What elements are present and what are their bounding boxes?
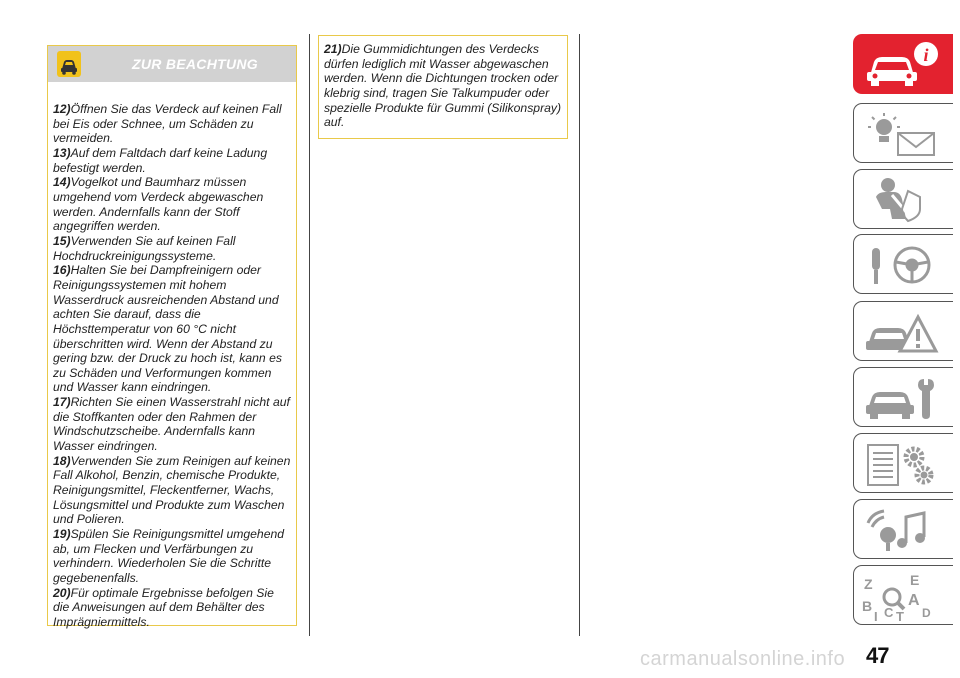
note-text: Halten Sie bei Dampfreinigern oder Reinigungssystemen mit hohem Wasserdruck ausreichenden Abstand und achten Sie darauf, dass die Höchsttemperatur von 60 °C nicht überschritten wird. Wenn der Abstand zu gering bzw. der Druck zu hoch ist, kann es zu Schäden und Verformungen kommen und Wasser kann eindringen. xyxy=(53,263,282,395)
note-text: Vogelkot und Baumharz müssen umgehend vom Verdeck abgewaschen werden. Andernfalls kann der Stoff angegriffen werden. xyxy=(53,175,264,234)
note-number: 17) xyxy=(53,395,71,410)
note-text: Für optimale Ergebnisse befolgen Sie die Anweisungen auf dem Behälter des Imprägniermittels. xyxy=(53,585,274,629)
column-divider xyxy=(309,34,310,636)
note-item xyxy=(53,586,293,630)
svg-text:i: i xyxy=(923,45,929,65)
note-text: Richten Sie einen Wasserstrahl nicht auf die Stoffkanten oder den Rahmen der Windschutzscheibe. Andernfalls kann Wasser eindringen. xyxy=(53,395,290,454)
car-info-icon xyxy=(862,40,942,90)
note-item xyxy=(324,42,564,130)
tab-multimedia[interactable] xyxy=(853,499,953,559)
notes-list xyxy=(53,102,293,630)
note-text: Verwenden Sie auf keinen Fall Hochdruckreinigungssysteme. xyxy=(53,233,236,263)
svg-text:I: I xyxy=(874,609,878,621)
note-text: Spülen Sie Reinigungsmittel umgehend ab, um Flecken und Verfärbungen zu verhindern. Wiederholen Sie die Schritte gegebenenfalls. xyxy=(53,527,285,585)
svg-text:D: D xyxy=(922,606,931,620)
note-text: Auf dem Faltdach darf keine Ladung befestigt werden. xyxy=(53,145,268,175)
note-text: Die Gummidichtungen des Verdecks dürfen lediglich mit Wasser abgewaschen werden. Wenn die Dichtungen trocken oder klebrig sind, tragen Sie Talkumpuder oder spezielle Produkte für Gummi (Silikonspray) auf. xyxy=(324,42,562,130)
note-number: 15) xyxy=(53,233,71,248)
svg-text:B: B xyxy=(862,598,873,614)
note-number: 16) xyxy=(53,263,71,278)
note-item xyxy=(53,175,293,234)
note-text: Öffnen Sie das Verdeck auf keinen Fall bei Eis oder Schnee, um Schäden zu vermeiden. xyxy=(53,102,282,146)
safety-seatbelt-icon xyxy=(862,175,942,225)
watermark: carmanualsonline.info xyxy=(640,648,846,670)
tab-emergency[interactable] xyxy=(853,301,953,361)
note-number: 21) xyxy=(324,42,342,56)
svg-text:E: E xyxy=(910,572,920,588)
warning-car-icon xyxy=(56,50,82,78)
dashboard-lights-icon xyxy=(862,109,942,159)
multimedia-icon xyxy=(862,505,942,555)
technical-data-icon xyxy=(862,439,942,489)
page-number: 47 xyxy=(866,643,889,668)
maintenance-icon xyxy=(862,373,942,423)
note-item xyxy=(53,454,293,527)
note-number: 19) xyxy=(53,527,71,542)
note-item xyxy=(53,527,293,586)
notice-header xyxy=(48,46,296,82)
notice-box xyxy=(47,45,297,629)
note-number: 18) xyxy=(53,453,71,468)
tab-maintenance[interactable] xyxy=(853,367,953,427)
note-number: 14) xyxy=(53,175,71,190)
note-item xyxy=(53,234,293,263)
note-item xyxy=(53,263,293,395)
index-icon xyxy=(862,571,942,621)
svg-text:C: C xyxy=(884,605,894,620)
column-divider xyxy=(579,34,580,636)
note-number: 20) xyxy=(53,585,71,600)
tab-car-info[interactable] xyxy=(853,34,953,94)
notice-box-continued xyxy=(318,35,568,139)
note-item xyxy=(53,146,293,175)
note-item xyxy=(53,102,293,146)
notes-list xyxy=(324,42,564,130)
starting-driving-icon xyxy=(862,240,942,290)
tab-starting-driving[interactable] xyxy=(853,234,953,294)
note-number: 12) xyxy=(53,102,71,116)
svg-text:T: T xyxy=(896,609,904,621)
notice-title: ZUR BEACHTUNG xyxy=(131,56,258,72)
note-number: 13) xyxy=(53,145,71,160)
svg-text:Z: Z xyxy=(864,576,873,592)
svg-text:A: A xyxy=(908,592,920,609)
note-item xyxy=(53,395,293,454)
emergency-icon xyxy=(862,307,942,357)
tab-technical-data[interactable] xyxy=(853,433,953,493)
tab-index[interactable] xyxy=(853,565,953,625)
tab-dashboard-lights[interactable] xyxy=(853,103,953,163)
note-text: Verwenden Sie zum Reinigen auf keinen Fall Alkohol, Benzin, chemische Produkte, Reinigungsmittel, Fleckentferner, Wachs, Lösungsmittel und Produkte zum Waschen und Polieren. xyxy=(53,453,291,527)
tab-safety[interactable] xyxy=(853,169,953,229)
